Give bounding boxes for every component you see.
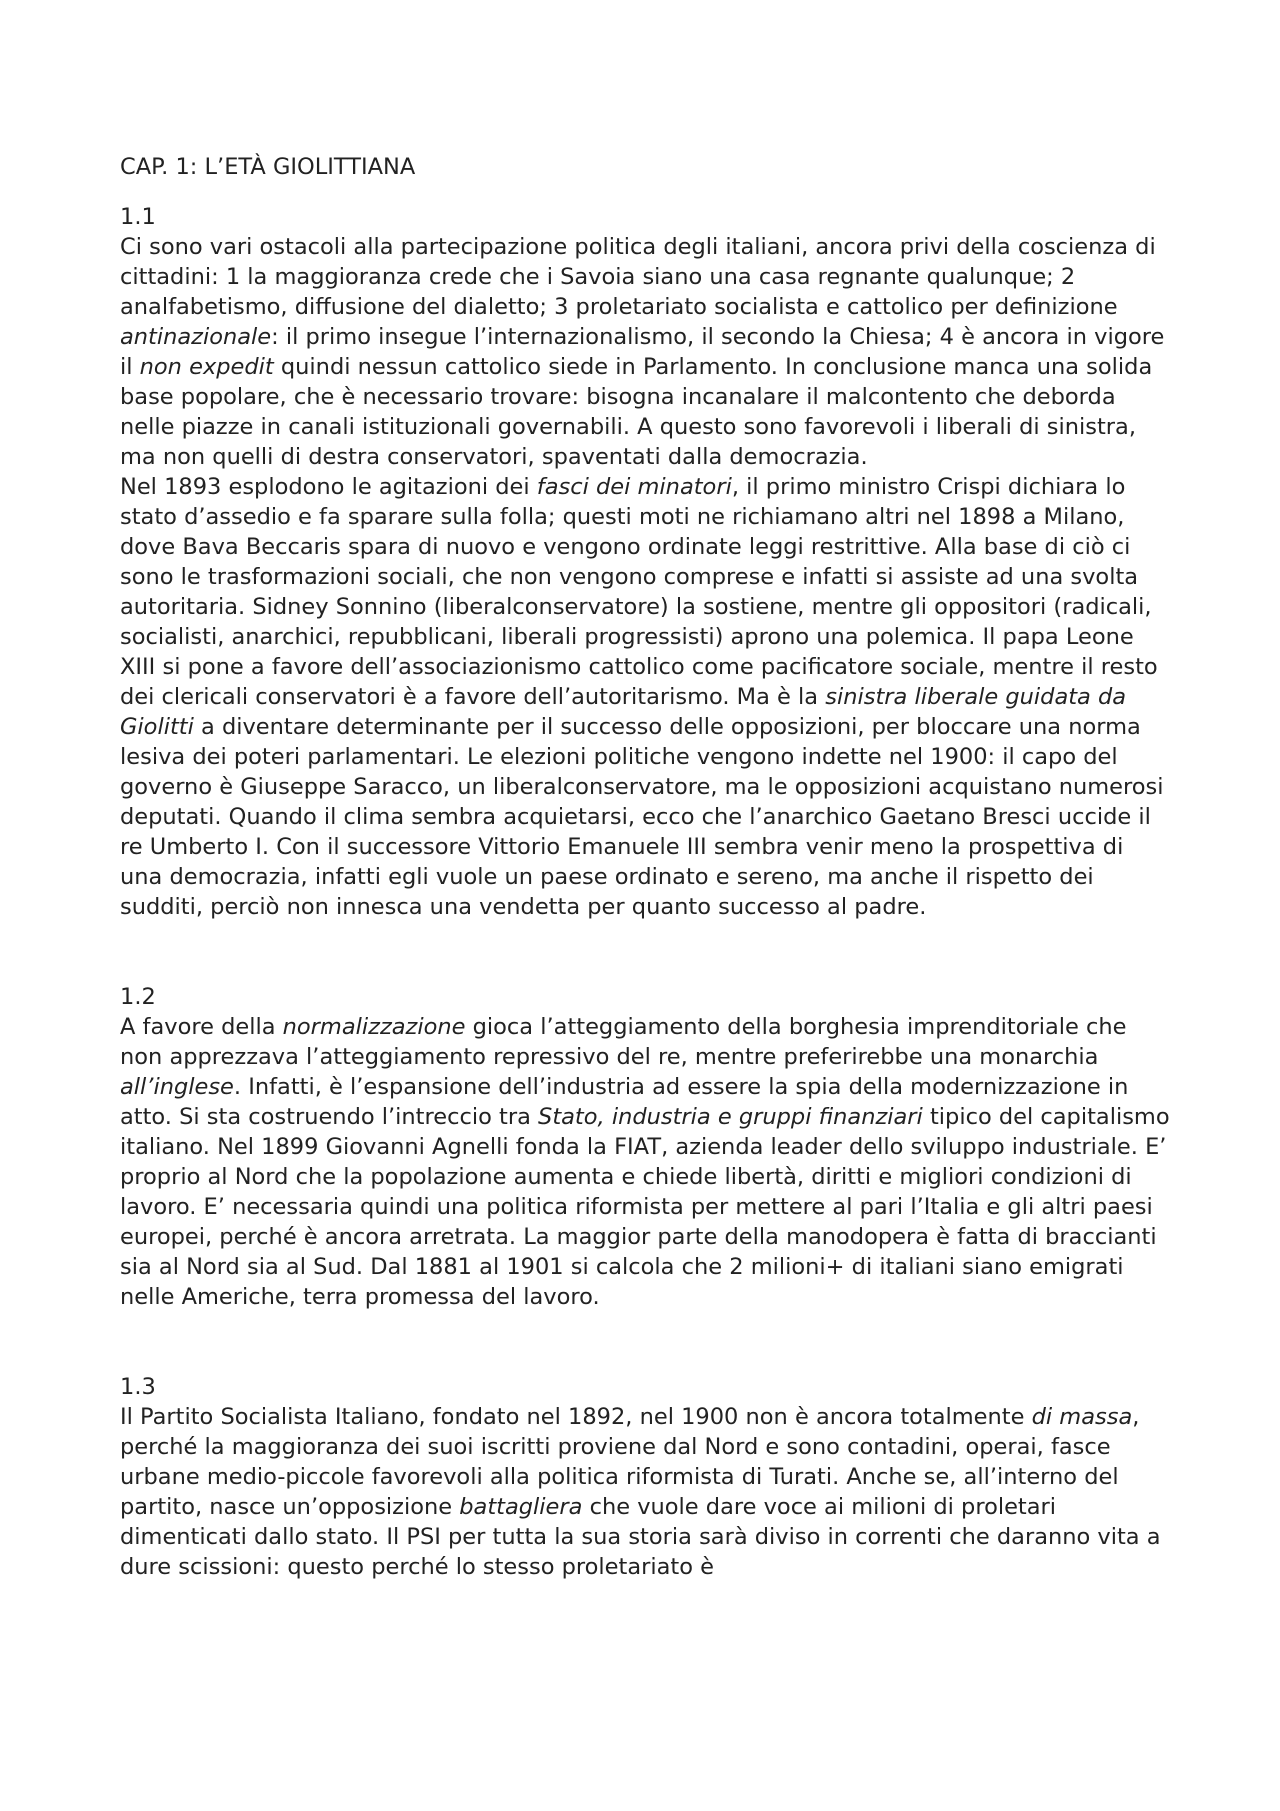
paragraph: A favore della normalizzazione gioca l’atteggiamento della borghesia imprenditoriale che non apprezzava l’atteggiamento repressivo del re, mentre preferirebbe una monarchia all’inglese. Infatti, è l’espansione dell’industria ad essere la spia della modernizzazione in atto. Si sta costruendo l’intreccio tra Stato, industria e gruppi finanziari tipico del capitalismo italiano. Nel 1899 Giovanni Agnelli fonda la FIAT, azienda leader dello sviluppo industriale. E’ proprio al Nord che la popolazione aumenta e chiede libertà, diritti e migliori condizioni di lavoro. E’ necessaria quindi una politica riformista per mettere al pari l’Italia e gli altri paesi europei, perché è ancora arretrata. La maggior parte della manodopera è fatta di braccianti sia al Nord sia al Sud. Dal 1881 al 1901 si calcola che 2 milioni+ di italiani siano emigrati nelle Americhe, terra promessa del lavoro. <box>120 1014 1170 1310</box>
paragraph: Ci sono vari ostacoli alla partecipazione politica degli italiani, ancora privi della coscienza di cittadini: 1 la maggioranza crede che i Savoia siano una casa regnante qualunque; 2 analfabetismo, diffusione del dialetto; 3 proletariato socialista e cattolico per definizione antinazionale: il primo insegue l’internazionalismo, il secondo la Chiesa; 4 è ancora in vigore il non expedit quindi nessun cattolico siede in Parlamento. In conclusione manca una solida base popolare, che è necessario trovare: bisogna incanalare il malcontento che deborda nelle piazze in canali istituzionali governabili. A questo sono favorevoli i liberali di sinistra, ma non quelli di destra conservatori, spaventati dalla democrazia. <box>120 234 1165 470</box>
document-page <box>120 152 1170 1582</box>
section-gap <box>120 1312 1170 1372</box>
section-number: 1.2 <box>120 984 156 1010</box>
section-gap <box>120 922 1170 982</box>
paragraph: Nel 1893 esplodono le agitazioni dei fasci dei minatori, il primo ministro Crispi dichiara lo stato d’assedio e fa sparare sulla folla; questi moti ne richiamano altri nel 1898 a Milano, dove Bava Beccaris spara di nuovo e vengono ordinate leggi restrittive. Alla base di ciò ci sono le trasformazioni sociali, che non vengono comprese e infatti si assiste ad una svolta autoritaria. Sidney Sonnino (liberalconservatore) la sostiene, mentre gli oppositori (radicali, socialisti, anarchici, repubblicani, liberali progressisti) aprono una polemica. Il papa Leone XIII si pone a favore dell’associazionismo cattolico come pacificatore sociale, mentre il resto dei clericali conservatori è a favore dell’autoritarismo. Ma è la sinistra liberale guidata da Giolitti a diventare determinante per il successo delle opposizioni, per bloccare una norma lesiva dei poteri parlamentari. Le elezioni politiche vengono indette nel 1900: il capo del governo è Giuseppe Saracco, un liberalconservatore, ma le opposizioni acquistano numerosi deputati. Quando il clima sembra acquietarsi, ecco che l’anarchico Gaetano Bresci uccide il re Umberto I. Con il successore Vittorio Emanuele III sembra venir meno la prospettiva di una democrazia, infatti egli vuole un paese ordinato e sereno, ma anche il rispetto dei sudditi, perciò non innesca una vendetta per quanto successo al padre. <box>120 474 1164 920</box>
section-1-3 <box>120 1372 1170 1582</box>
section-number: 1.1 <box>120 204 156 230</box>
paragraph: Il Partito Socialista Italiano, fondato nel 1892, nel 1900 non è ancora totalmente di massa, perché la maggioranza dei suoi iscritti proviene dal Nord e sono contadini, operai, fasce urbane medio-piccole favorevoli alla politica riformista di Turati. Anche se, all’interno del partito, nasce un’opposizione battagliera che vuole dare voce ai milioni di proletari dimenticati dallo stato. Il PSI per tutta la sua storia sarà diviso in correnti che daranno vita a dure scissioni: questo perché lo stesso proletariato è <box>120 1404 1161 1580</box>
section-1-1 <box>120 202 1170 922</box>
section-number: 1.3 <box>120 1374 156 1400</box>
chapter-title: CAP. 1: L’ETÀ GIOLITTIANA <box>120 154 416 180</box>
section-1-2 <box>120 982 1170 1312</box>
